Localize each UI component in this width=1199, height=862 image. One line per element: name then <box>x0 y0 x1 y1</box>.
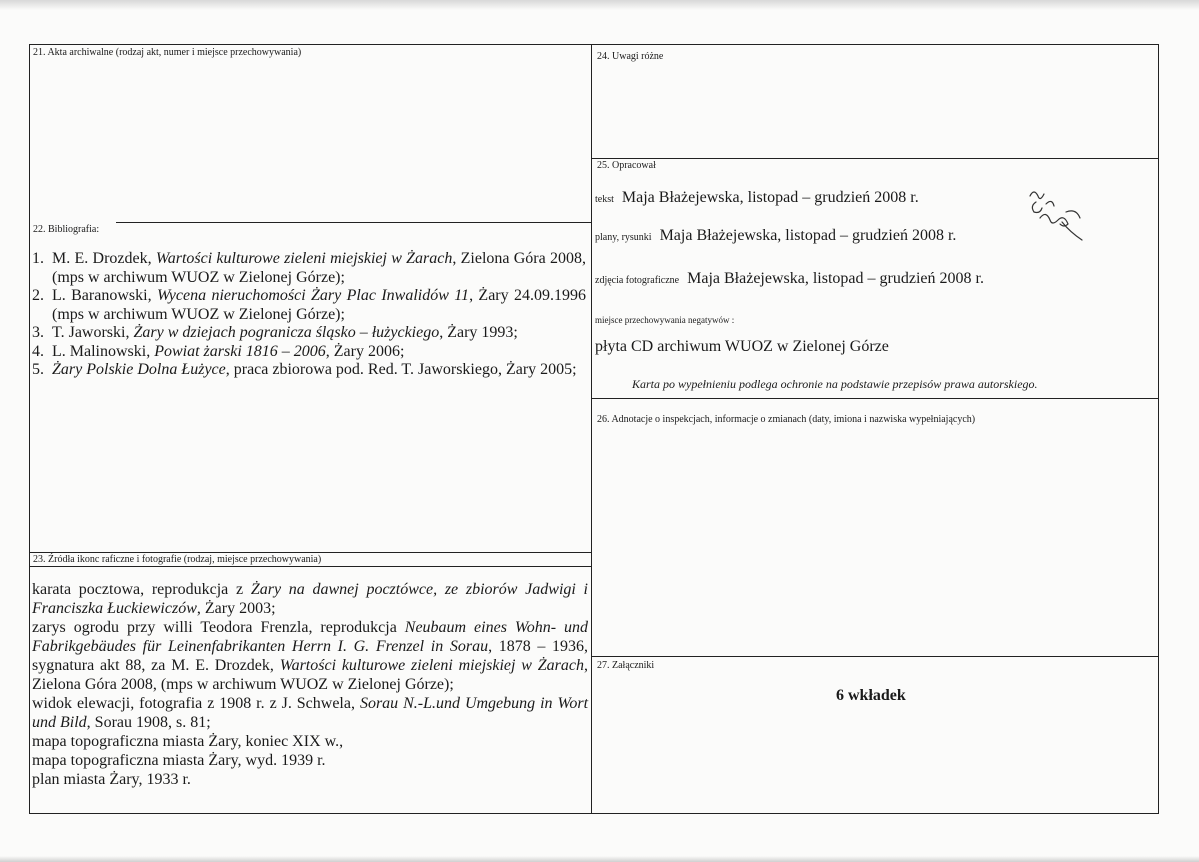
bibliography-item: 2. L. Baranowski, Wycena nieruchomości Żary Plac Inwalidów 11, Żary 24.09.1996 (mps w archiwum WUOZ w Zielonej Górze); <box>32 287 586 323</box>
source-entry: mapa topograficzna miasta Żary, koniec XIX w., <box>32 733 344 750</box>
divider-26-27 <box>591 656 1159 657</box>
bibliography-item: 3. T. Jaworski, Żary w dziejach pogranicza śląsko – łużyckiego, Żary 1993; <box>32 324 518 341</box>
scan-bottom-shadow <box>0 856 1199 862</box>
section-27-label: 27. Załączniki <box>597 660 655 671</box>
attachments-value: 6 wkładek <box>836 687 906 704</box>
source-entry: plan miasta Żary, 1933 r. <box>32 771 191 788</box>
scan-top-shadow <box>0 0 1199 10</box>
section-21-label: 21. Akta archiwalne (rodzaj akt, numer i miejsce przechowywania) <box>33 47 302 58</box>
negatives-location-value: płyta CD archiwum WUOZ w Zielonej Górze <box>595 338 889 355</box>
section-25-label: 25. Opracował <box>597 160 656 171</box>
section-22-label: 22. Bibliografia: <box>33 224 100 235</box>
bibliography-item: 5. Żary Polskie Dolna Łużyce, praca zbiorowa pod. Red. T. Jaworskiego, Żary 2005; <box>32 361 577 378</box>
column-divider <box>591 44 592 814</box>
divider-22-23 <box>29 552 592 553</box>
divider-21-22 <box>116 222 592 223</box>
iconographic-sources <box>32 580 588 789</box>
source-entry: zarys ogrodu przy willi Teodora Frenzla, reprodukcja Neubaum eines Wohn- und Fabrikgebäudes für Leinenfabrikanten Herrn I. G. Frenzel in Sorau, 1878 – 1936, sygnatura akt 88, za M. E. Drozdek, Wartości kulturowe zieleni miejskiej w Żarach, Zielona Góra 2008, (mps w archiwum WUOZ w Zielonej Górze); <box>32 619 589 693</box>
copyright-note: Karta po wypełnieniu podlega ochronie na podstawie przepisów prawa autorskiego. <box>632 377 1038 391</box>
divider-23-under-label <box>29 566 592 567</box>
text-author-row: tekst Maja Błażejewska, listopad – grudzień 2008 r. <box>595 189 919 206</box>
negatives-location-label: miejsce przechowywania negatywów : <box>595 315 735 325</box>
handwritten-signature <box>1022 182 1102 262</box>
divider-25-26 <box>591 398 1159 399</box>
section-23-label: 23. Źródła ikonc raficzne i fotografie (rodzaj, miejsce przechowywania) <box>33 554 322 565</box>
section-24-label: 24. Uwagi różne <box>597 51 664 62</box>
source-entry: karata pocztowa, reprodukcja z Żary na dawnej pocztówce, ze zbiorów Jadwigi i Franciszka Łuckiewiczów, Żary 2003; <box>32 581 589 617</box>
photos-author-row: zdjęcia fotograficzne Maja Błażejewska, listopad – grudzień 2008 r. <box>595 270 984 287</box>
bibliography-item: 1. M. E. Drozdek, Wartości kulturowe zieleni miejskiej w Żarach, Zielona Góra 2008, (mps w archiwum WUOZ w Zielonej Górze); <box>32 250 586 286</box>
divider-24-25 <box>591 158 1159 159</box>
bibliography-list <box>32 250 586 380</box>
source-entry: mapa topograficzna miasta Żary, wyd. 1939 r. <box>32 752 326 769</box>
section-26-label: 26. Adnotacje o inspekcjach, informacje o zmianach (daty, imiona i nazwiska wypełniających) <box>597 414 976 425</box>
plans-author-row: plany, rysunki Maja Błażejewska, listopad – grudzień 2008 r. <box>595 227 957 244</box>
source-entry: widok elewacji, fotografia z 1908 r. z J. Schwela, Sorau N.-L.und Umgebung in Wort und Bild, Sorau 1908, s. 81; <box>32 695 589 731</box>
bibliography-item: 4. L. Malinowski, Powiat żarski 1816 – 2006, Żary 2006; <box>32 342 405 360</box>
